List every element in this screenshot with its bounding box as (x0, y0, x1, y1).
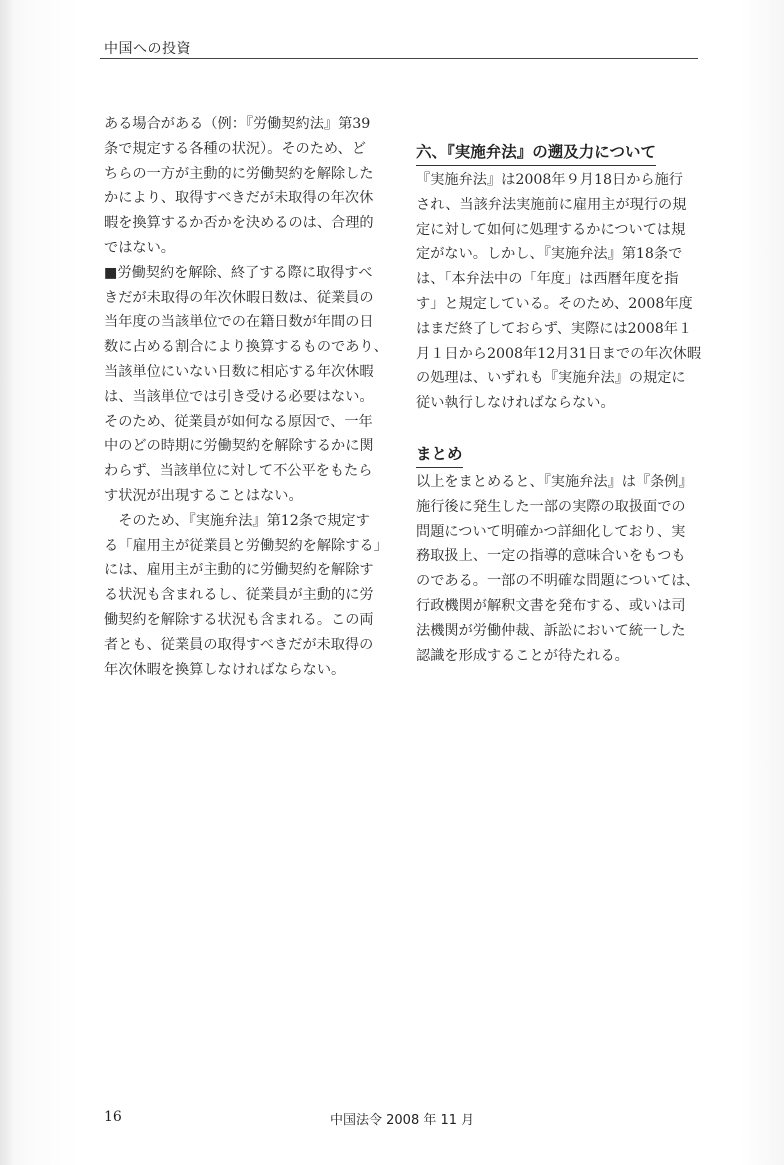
body-line: 定に対して如何に処理するかについては規 (416, 221, 686, 238)
body-line: のである。一部の不明確な問題については、 (416, 573, 700, 590)
body-line: は、「本弁法中の「年度」は西暦年度を指 (416, 271, 679, 288)
body-line: 数に占める割合により換算するものであり、 (104, 339, 388, 356)
body-line: 当該単位にいない日数に相応する年次休暇 (104, 363, 374, 380)
body-line: す状況が出現することはない。 (104, 487, 303, 504)
body-line: 月１日から2008年12月31日までの年次休暇 (416, 345, 702, 362)
body-line: 務取扱上、一定の指導的意味合いをもつも (416, 548, 686, 565)
body-line: は、当該単位では引き受ける必要はない。 (104, 388, 374, 405)
body-line: きだが未取得の年次休暇日数は、従業員の (104, 289, 374, 306)
running-header: 中国への投資 (104, 41, 191, 57)
body-line: ある場合がある（例：『労働契約法』第39 (104, 116, 371, 132)
body-line: の処理は、いずれも『実施弁法』の規定に (416, 370, 686, 387)
body-line: そのため、『実施弁法』第12条で規定す (104, 512, 370, 529)
body-line: 法機関が労働仲裁、訴訟において統一した (416, 622, 686, 639)
body-line: す」と規定している。そのため、2008年度 (416, 295, 693, 312)
body-line: され、当該弁法実施前に雇用主が現行の規 (416, 196, 687, 213)
body-line: 当年度の当該単位での在籍日数が年間の日 (104, 314, 374, 331)
body-line: 問題について明確かつ詳細化しており、実 (416, 523, 686, 540)
body-line: ではない。 (104, 239, 175, 256)
body-line: 行政機関が解釈文書を発布する、或いは司 (416, 597, 686, 614)
body-line: 者とも、従業員の取得すべきだが未取得の (104, 636, 374, 653)
body-line: 働契約を解除する状況も含まれる。この両 (104, 611, 374, 628)
body-line: そのため、従業員が如何なる原因で、一年 (104, 413, 373, 430)
body-line: はまだ終了しておらず、実際には2008年１ (416, 320, 693, 337)
section-heading-summary: まとめ (416, 442, 463, 468)
body-line: 以上をまとめると、『実施弁法』は『条例』 (416, 473, 693, 490)
body-line: る「雇用主が従業員と労働契約を解除する」 (104, 537, 388, 554)
page-spine-shadow (0, 0, 14, 1165)
body-line: 条で規定する各種の状況）。そのため、ど (104, 140, 366, 157)
publication-footer: 中国法令 2008 年 11 月 (330, 1113, 475, 1128)
right-column (416, 112, 700, 668)
body-line: 従い執行しなければならない。 (416, 395, 615, 412)
body-line: 定がない。しかし、『実施弁法』第18条で (416, 246, 683, 263)
body-line: 『実施弁法』は2008年９月18日から施行 (416, 172, 683, 188)
body-line: わらず、当該単位に対して不公平をもたら (104, 463, 373, 480)
body-line: ■労働契約を解除、終了する際に取得すべ (104, 264, 373, 281)
body-line: ちらの一方が主動的に労働契約を解除した (104, 165, 374, 182)
body-line: 年次休暇を換算しなければならない。 (104, 661, 346, 678)
section-heading-retroactivity: 六、『実施弁法』の遡及力について (416, 140, 656, 166)
page-number: 16 (104, 1109, 122, 1125)
header-rule (100, 58, 698, 59)
body-line: 施行後に発生した一部の実際の取扱面での (416, 498, 686, 515)
body-line: 暇を換算するか否かを決めるのは、合理的 (104, 215, 374, 232)
body-line: には、雇用主が主動的に労働契約を解除す (104, 562, 374, 579)
left-column (104, 112, 392, 682)
body-line: 中のどの時期に労働契約を解除するかに関 (104, 438, 374, 455)
body-line: かにより、取得すべきだが未取得の年次休 (104, 190, 374, 207)
body-line: 認識を形成することが待たれる。 (416, 647, 629, 664)
body-line: る状況も含まれるし、従業員が主動的に労 (104, 587, 374, 604)
